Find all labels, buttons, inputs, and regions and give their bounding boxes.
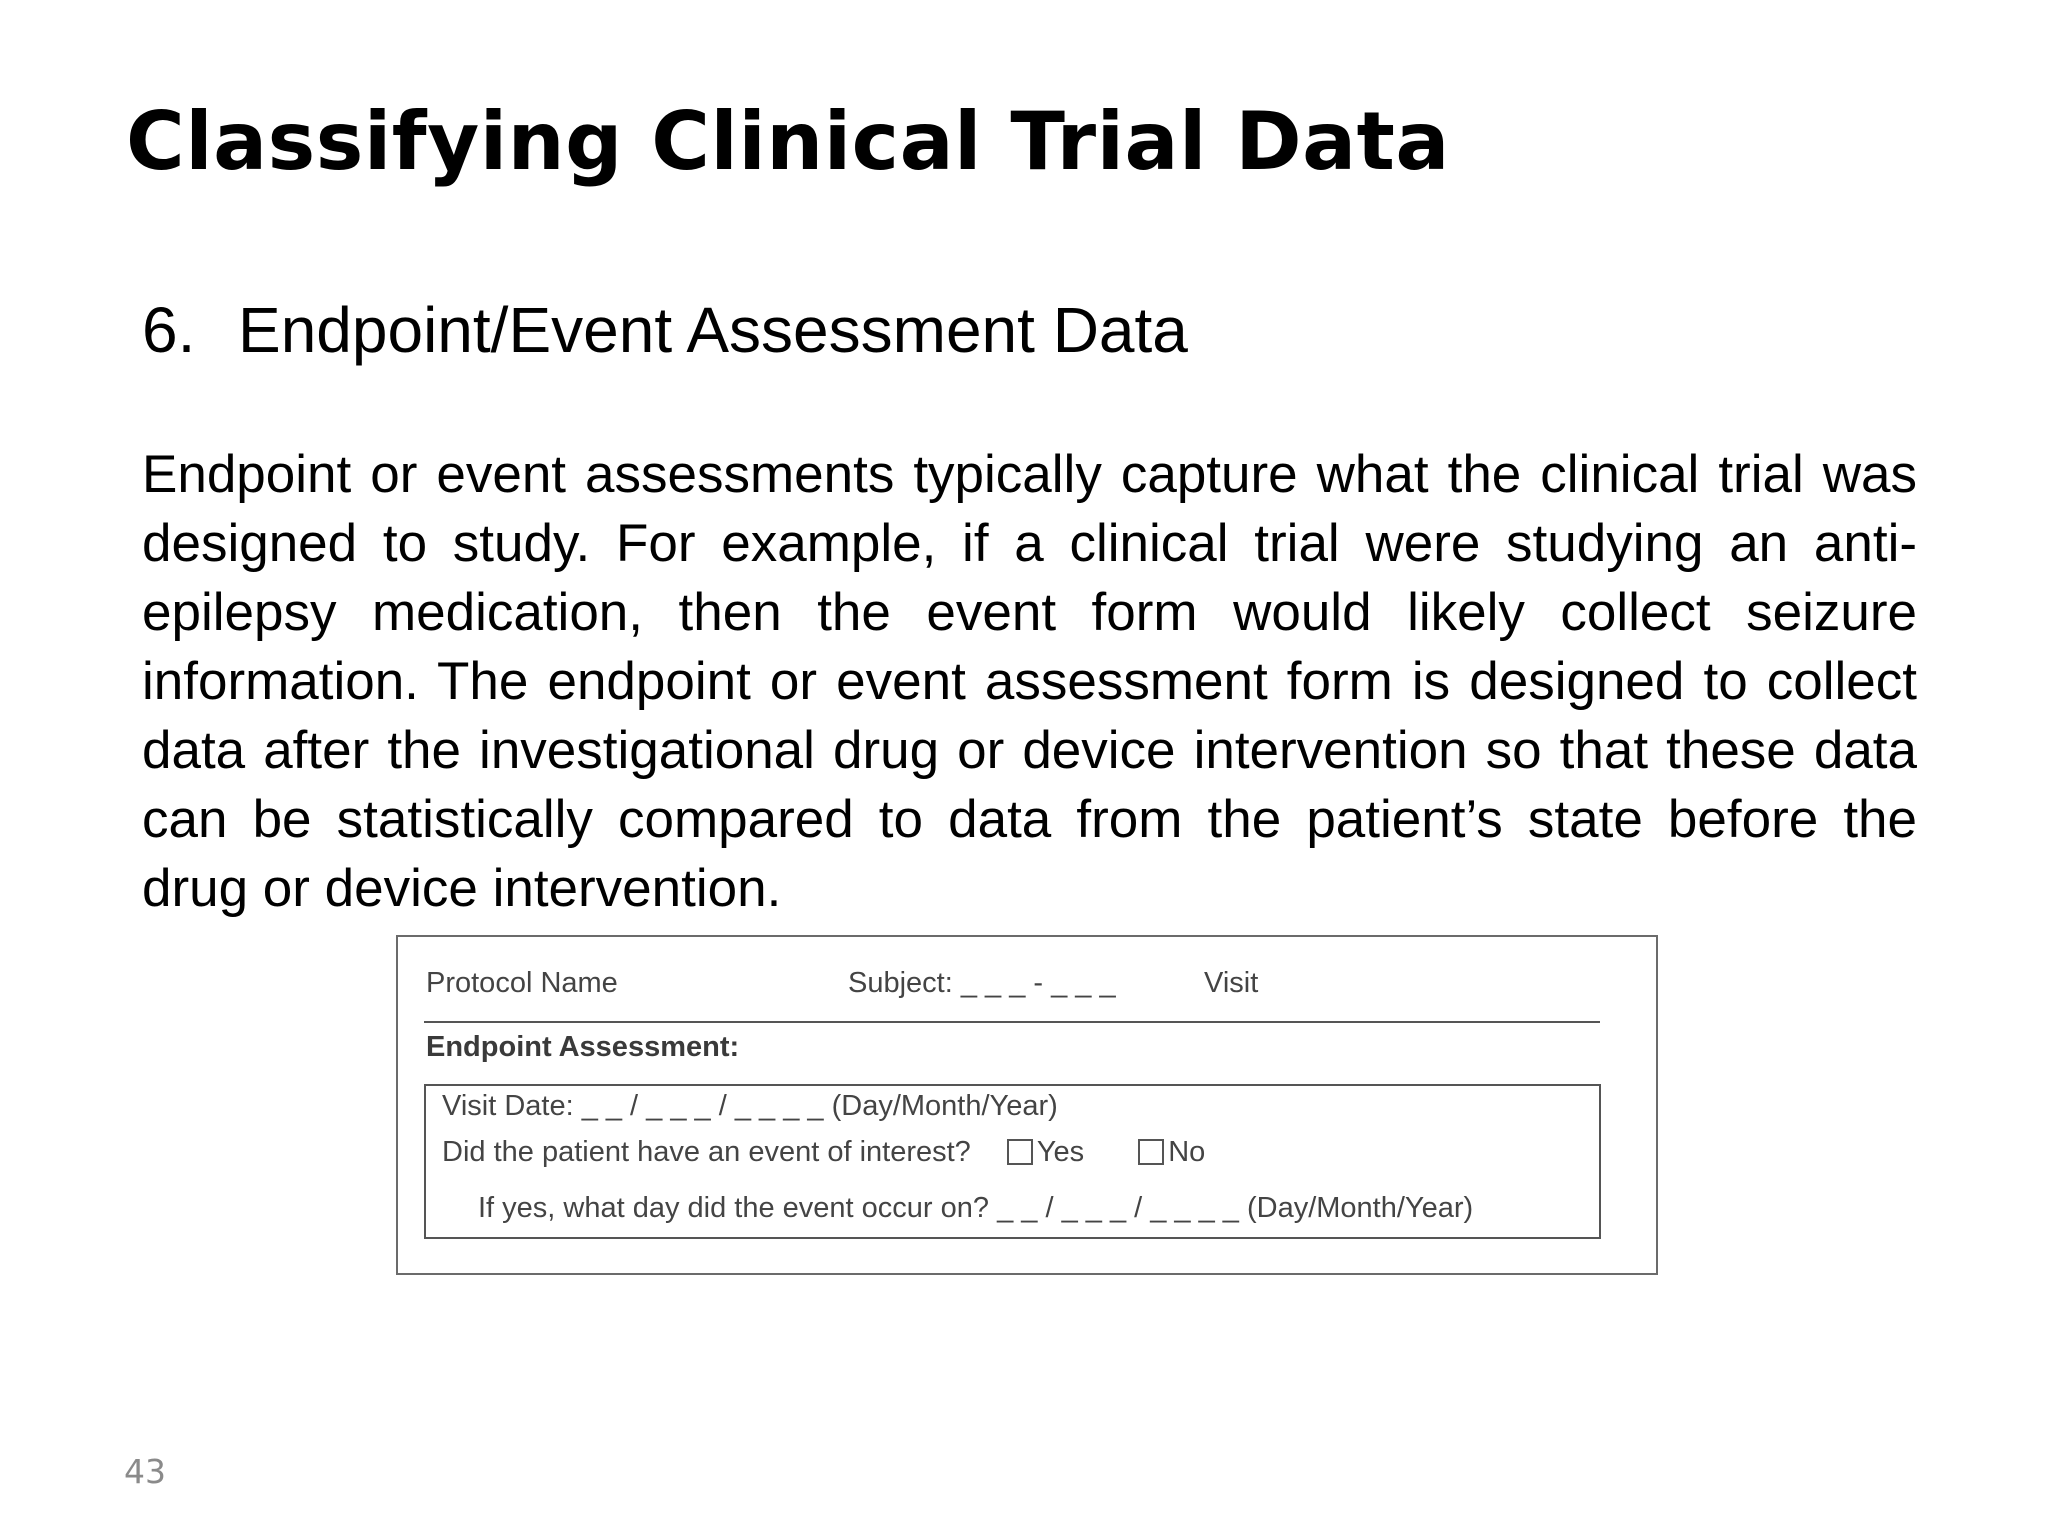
yes-option-label: Yes	[1036, 1136, 1085, 1168]
event-date-line: If yes, what day did the event occur on? _ _ / _ _ _ / _ _ _ _ (Day/Month/Year)	[478, 1192, 1474, 1224]
no-checkbox-icon	[1138, 1139, 1164, 1165]
assessment-box	[424, 1084, 1601, 1239]
endpoint-form-figure	[396, 935, 1658, 1275]
no-option	[1138, 1136, 1205, 1168]
endpoint-assessment-label: Endpoint Assessment:	[426, 1031, 740, 1063]
visit-date-line: Visit Date: _ _ / _ _ _ / _ _ _ _ (Day/Month/Year)	[442, 1090, 1058, 1122]
no-option-label: No	[1168, 1136, 1206, 1168]
slide-title: Classifying Clinical Trial Data	[126, 95, 1450, 188]
protocol-name-label: Protocol Name	[426, 967, 618, 999]
section-title: Endpoint/Event Assessment Data	[238, 294, 1188, 366]
visit-label: Visit	[1204, 967, 1259, 999]
form-header	[426, 967, 1596, 1007]
event-question-text: Did the patient have an event of interest?	[442, 1136, 971, 1168]
page-number: 43	[124, 1452, 166, 1491]
yes-checkbox-icon	[1007, 1139, 1033, 1165]
yes-option	[1007, 1136, 1084, 1168]
section-heading	[142, 290, 1188, 370]
subject-label: Subject: _ _ _ - _ _ _	[848, 967, 1116, 999]
form-divider	[424, 1021, 1600, 1023]
section-number: 6.	[142, 294, 196, 366]
event-question-line	[442, 1136, 1205, 1169]
body-paragraph: Endpoint or event assessments typically capture what the clinical trial was designed to study. For example, if a clinical trial were studying an anti-epilepsy medication, then the event form would likely collect seizure information. The endpoint or event assessment form is designed to collect data after the investigational drug or device intervention so that these data can be statistically compared to data from the patient’s state before the drug or device intervention.	[142, 445, 1917, 918]
